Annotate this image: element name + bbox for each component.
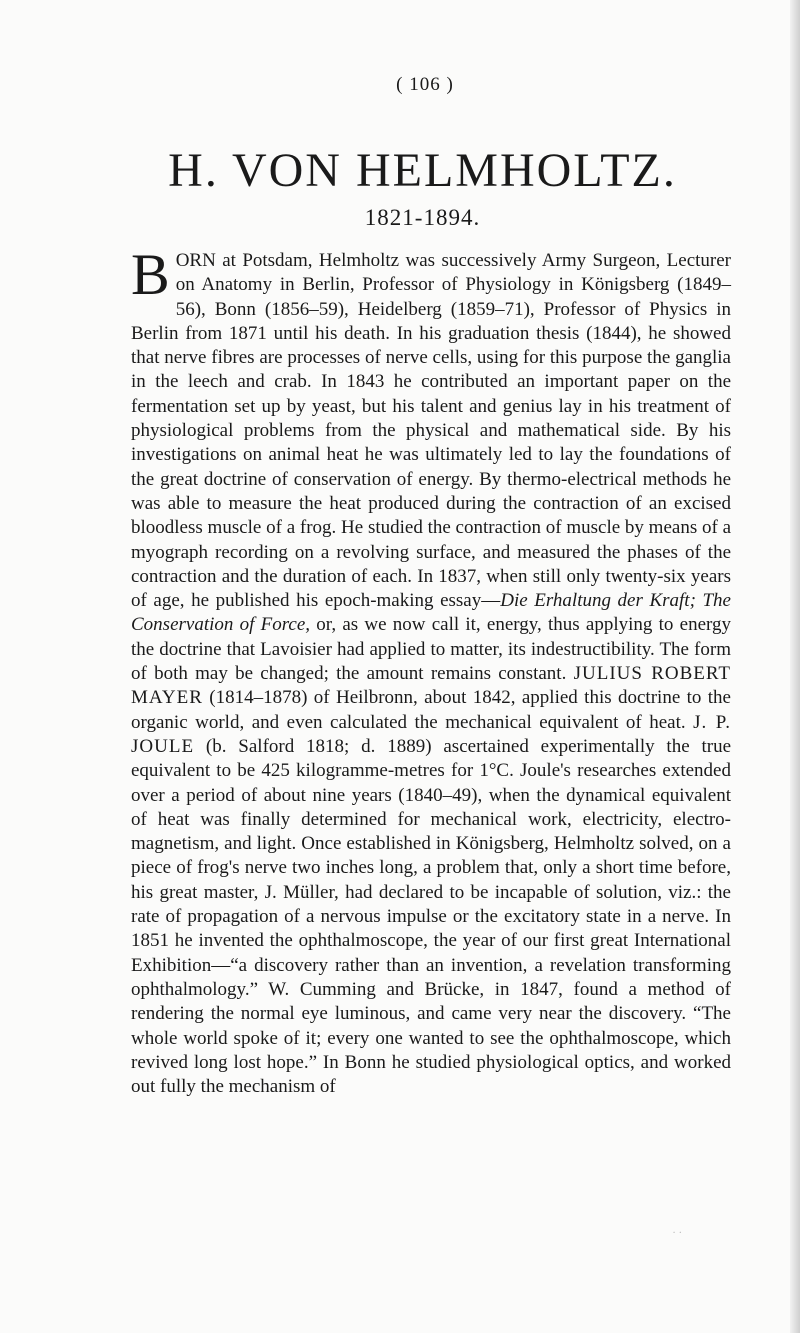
drop-cap: B	[131, 242, 170, 307]
article-title: H. VON HELMHOLTZ.	[168, 144, 677, 197]
life-dates: 1821-1894.	[364, 205, 481, 230]
page-number: ( 106 )	[396, 74, 454, 95]
body-text-part-1: ORN at Potsdam, Helmholtz was successively Army Surgeon, Lecturer on Anatomy in Berlin, Professor of Physiology in Königsberg (1849–56), Bonn (1856–59), Heidelberg (1859–71), Professor of Physics in Berlin from 1871 until his death. In his graduation thesis (1844), he showed that nerve fibres are processes of nerve cells, using for this purpose the ganglia in the leech and crab. In 1843 he contributed an important paper on the fermentation set up by yeast, but his talent and genius lay in his treatment of physiological problems from the physical and mathematical side. By his investigations on animal heat he was ultimately led to lay the foundations of the great doctrine of conservation of energy. By thermo-electrical methods he was able to measure the heat produced during the contraction of an excised bloodless muscle of a frog. He studied the contraction of muscle by means of a myograph recording on a revolving surface, and measured the phases of the contraction and the duration of each. In 1837, when still only twenty-six years of age, he published his epoch-making essay—	[131, 250, 731, 612]
print-specks-decoration: · ·	[672, 1228, 682, 1239]
essay-title-italic: Die Erhaltung der Kraft; The Conservation of Force,	[131, 590, 731, 636]
body-text-part-3: (1814–1878) of Heilbronn, about 1842, applied this doctrine to the organic world, and even calculated the mechanical equivalent of heat.	[131, 687, 731, 733]
name-joule: J. P. JOULE	[131, 711, 731, 757]
body-text-part-2: or, as we now call it, energy, thus applying to energy the doctrine that Lavoisier had applied to matter, its indestructibility. The form of both may be changed; the amount remains constant.	[131, 614, 731, 685]
body-text-part-4: (b. Salford 1818; d. 1889) ascertained experimentally the true equivalent to be 425 kilogramme-metres for 1°C. Joule's researches extended over a period of about nine years (1840–49), when the dynamical equivalent of heat was finally determined for mechanical work, electricity, electro-magnetism, and light. Once established in Königsberg, Helmholtz solved, on a piece of frog's nerve two inches long, a problem that, only a short time before, his great master, J. Müller, had declared to be incapable of solution, viz.: the rate of propagation of a nervous impulse or the excitatory state in a nerve. In 1851 he invented the ophthalmoscope, the year of our first great International Exhibition—“a discovery rather than an invention, a revelation transforming ophthalmology.” W. Cumming and Brücke, in 1847, found a method of rendering the normal eye luminous, and came very near the discovery. “The whole world spoke of it; every one wanted to see the ophthalmoscope, which revived long lost hope.” In Bonn he studied physiological optics, and worked out fully the mechanism of	[131, 735, 731, 1098]
body-paragraph	[131, 242, 732, 1099]
name-mayer: JULIUS ROBERT MAYER	[131, 663, 732, 709]
page-edge-shadow	[790, 0, 800, 1333]
